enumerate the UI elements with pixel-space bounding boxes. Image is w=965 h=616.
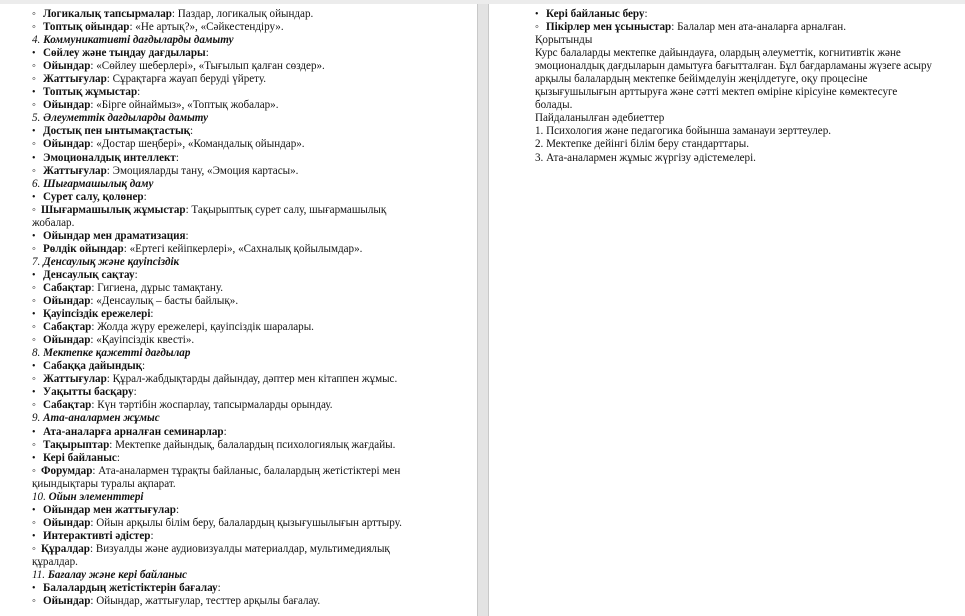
item-label: Достық пен ынтымақтастық: [43, 125, 191, 138]
item-text: : Гигиена, дұрыс тамақтану.: [91, 281, 224, 294]
item-text: :: [143, 190, 147, 203]
item-label: Пікірлер мен ұсыныстар: [546, 21, 672, 34]
section-title: Коммуникативті дағдыларды дамыту: [43, 34, 234, 47]
item-text: : Визуалды және аудиовизуалды материалдар, мультимедиялық құралдар.: [32, 542, 390, 568]
circle-bullet-icon: [535, 21, 546, 34]
item-text: : «Достар шеңбері», «Командалық ойындар».: [90, 138, 305, 151]
circle-bullet-icon: [32, 465, 41, 478]
section-heading: [32, 178, 424, 191]
item-text: : «Сөйлеу шеберлері», «Тығылып қалған сөздер».: [90, 60, 325, 73]
item-label: Ойындар: [43, 595, 91, 608]
list-item: [32, 426, 424, 439]
item-label: Ойындар: [43, 60, 91, 73]
item-text: : Жолда жүру ережелері, қауіпсіздік шаралары.: [91, 321, 314, 334]
section-number: 9.: [32, 412, 41, 425]
item-label: Ойындар: [43, 138, 91, 151]
item-text: : «Денсаулық – басты байлық».: [90, 295, 239, 308]
sub-list-item: [32, 60, 424, 73]
item-label: Құралдар: [41, 542, 90, 555]
item-label: Сөйлеу және тыңдау дағдылары: [43, 47, 206, 60]
section-title: Ата-аналармен жұмыс: [43, 412, 160, 425]
section-heading: [32, 112, 424, 125]
sub-list-item: [32, 465, 424, 491]
section-title: Бағалау және кері байланыс: [47, 569, 188, 582]
item-text: :: [150, 529, 154, 542]
sub-list-item: [32, 282, 424, 295]
bullet-icon: [32, 230, 43, 243]
circle-bullet-icon: [32, 243, 43, 256]
item-text: :: [175, 503, 180, 516]
item-text: :: [134, 268, 138, 281]
item-text: : Ойындар, жаттығулар, тесттер арқылы бағалау.: [90, 595, 321, 608]
bullet-icon: [32, 530, 43, 543]
sub-list-item: [32, 399, 424, 412]
sub-list-item: [32, 439, 424, 452]
item-label: Ойындар мен жаттығулар: [43, 503, 176, 516]
item-text: :: [142, 360, 146, 373]
list-item: [32, 308, 424, 321]
circle-bullet-icon: [32, 321, 43, 334]
list-item: [32, 530, 424, 543]
list-item: [32, 230, 424, 243]
item-text: :: [133, 386, 137, 399]
bullet-icon: [32, 504, 43, 517]
bullet-icon: [32, 47, 43, 60]
bullet-icon: [32, 152, 43, 165]
item-text: :: [175, 151, 179, 164]
circle-bullet-icon: [32, 543, 41, 556]
page-content: [32, 8, 424, 608]
item-text: :: [185, 229, 189, 242]
sub-list-item: [32, 295, 424, 308]
bullet-icon: [32, 269, 43, 282]
section-heading: [32, 491, 424, 504]
section-title: Ойын элементтері: [48, 490, 144, 503]
section-number: 5.: [32, 112, 41, 125]
item-label: Топтық жұмыстар: [43, 86, 138, 99]
circle-bullet-icon: [32, 373, 43, 386]
document-page-left[interactable]: [0, 4, 478, 616]
circle-bullet-icon: [32, 138, 43, 151]
sub-list-item: [535, 21, 935, 34]
circle-bullet-icon: [32, 99, 43, 112]
item-label: Ойындар: [43, 99, 91, 112]
sub-list-item: [32, 595, 424, 608]
text-line: Пайдаланылған әдебиеттер: [535, 112, 665, 125]
section-heading: [32, 347, 424, 360]
sub-list-item: [32, 165, 424, 178]
sub-list-item: [32, 138, 424, 151]
circle-bullet-icon: [32, 595, 43, 608]
item-label: Тақырыптар: [43, 438, 110, 451]
item-text: :: [644, 8, 648, 20]
sub-list-item: [32, 321, 424, 334]
item-label: Кері байланыс беру: [546, 8, 645, 20]
item-text: :: [223, 425, 227, 438]
bullet-icon: [32, 426, 43, 439]
section-number: 8.: [32, 347, 41, 360]
item-label: Қауіпсіздік ережелері: [43, 308, 151, 321]
item-text: : Паздар, логикалық ойындар.: [171, 8, 314, 20]
circle-bullet-icon: [32, 517, 43, 530]
item-label: Денсаулық сақтау: [43, 268, 135, 281]
section-number: 11.: [32, 569, 46, 582]
list-item: [535, 8, 935, 21]
item-text: : Күн тәртібін жоспарлау, тапсырмаларды орындау.: [91, 399, 333, 412]
item-text: : Эмоцияларды тану, «Эмоция картасы».: [106, 164, 299, 177]
item-label: Ойындар: [43, 516, 91, 529]
list-item: [32, 582, 424, 595]
list-item: [32, 125, 424, 138]
item-label: Ойындар: [43, 295, 91, 308]
item-label: Шығармашылық жұмыстар: [41, 203, 186, 216]
bullet-icon: [32, 86, 43, 99]
item-label: Логикалық тапсырмалар: [43, 8, 172, 20]
bullet-icon: [32, 582, 43, 595]
section-number: 7.: [32, 255, 41, 268]
item-label: Рөлдік ойындар: [43, 242, 124, 255]
item-text: : «Не артық?», «Сәйкестендіру».: [129, 21, 284, 34]
item-label: Сабаққа дайындық: [43, 360, 143, 373]
section-title: Денсаулық және қауіпсіздік: [43, 255, 180, 268]
item-text: : Балалар мен ата-аналарға арналған.: [671, 21, 846, 34]
item-label: Форумдар: [41, 464, 93, 477]
bullet-icon: [32, 386, 43, 399]
sub-list-item: [32, 517, 424, 530]
section-heading: [32, 256, 424, 269]
section-heading: [32, 34, 424, 47]
item-label: Сабақтар: [43, 281, 92, 294]
list-item: [32, 191, 424, 204]
section-title: Шығармашылық даму: [43, 177, 154, 190]
circle-bullet-icon: [32, 73, 43, 86]
list-item: [32, 86, 424, 99]
item-label: Интерактивті әдістер: [43, 529, 151, 542]
item-label: Ата-аналарға арналған семинарлар: [43, 425, 224, 438]
text-line: Қорытынды: [535, 34, 593, 47]
section-number: 10.: [32, 490, 46, 503]
list-item: [32, 47, 424, 60]
circle-bullet-icon: [32, 8, 43, 21]
sub-list-item: [32, 373, 424, 386]
sub-list-item: [32, 99, 424, 112]
bullet-icon: [32, 125, 43, 138]
item-text: : Ата-аналармен тұрақты байланыс, балалардың жетістіктері мен қиындықтары туралы ақпарат.: [32, 464, 401, 490]
list-item: [32, 152, 424, 165]
list-item: [32, 504, 424, 517]
circle-bullet-icon: [32, 60, 43, 73]
bullet-icon: [535, 8, 546, 21]
circle-bullet-icon: [32, 399, 43, 412]
item-text: :: [116, 451, 120, 464]
item-text: : «Қауіпсіздік квесті».: [90, 334, 195, 347]
list-item: [32, 360, 424, 373]
circle-bullet-icon: [32, 165, 43, 178]
item-text: : Тақырыптық сурет салу, шығармашылық жобалар.: [32, 203, 387, 229]
sub-list-item: [32, 243, 424, 256]
item-label: Кері байланыс: [43, 451, 117, 464]
list-item: [32, 269, 424, 282]
text-line: 2. Мектепке дейінгі білім беру стандарттары.: [535, 138, 749, 151]
item-label: Жаттығулар: [43, 164, 107, 177]
section-number: 6.: [32, 177, 41, 190]
circle-bullet-icon: [32, 204, 41, 217]
section-title: Әлеуметтік дағдыларды дамыту: [43, 112, 209, 125]
item-text: : Сұрақтарға жауап беруді үйрету.: [106, 73, 267, 86]
circle-bullet-icon: [32, 282, 43, 295]
item-label: Сурет салу, қолөнер: [43, 190, 144, 203]
bullet-icon: [32, 308, 43, 321]
text-line: 1. Психология және педагогика бойынша заманауи зерттеулер.: [535, 125, 832, 138]
item-label: Уақытты басқару: [43, 386, 134, 399]
item-text: : Мектепке дайындық, балалардың психологиялық жағдайы.: [109, 438, 396, 451]
item-text: : «Ертегі кейіпкерлері», «Сахналық қойылымдар».: [123, 242, 363, 255]
item-label: Эмоционалдық интеллект: [43, 151, 176, 164]
item-text: : Ойын арқылы білім беру, балалардың қызығушылығын арттыру.: [90, 516, 402, 529]
item-label: Ойындар мен драматизация: [43, 229, 186, 242]
paragraph: Курс балаларды мектепке дайындауға, олардың әлеуметтік, когнитивтік және эмоционалдық дағдыларын дамытуға бағытталған. Бұл бағдарламаны жүзеге асыру арқылы балалардың мектепке бейімделуін жеңілдетуге, оқу процесіне қызығушылығын арттыруға және сәтті мектеп өміріне кірісуіне көмектесуге болады.: [535, 47, 932, 112]
item-text: :: [137, 86, 141, 99]
item-label: Ойындар: [43, 334, 91, 347]
item-label: Балалардың жетістіктерін бағалау: [43, 582, 218, 595]
page-content: [535, 8, 935, 165]
item-text: :: [217, 582, 221, 595]
sub-list-item: [32, 334, 424, 347]
section-title: Мектепке қажетті дағдылар: [43, 347, 191, 360]
circle-bullet-icon: [32, 334, 43, 347]
item-text: :: [150, 308, 154, 321]
section-heading: [32, 569, 424, 582]
item-label: Сабақтар: [43, 399, 92, 412]
item-label: Жаттығулар: [43, 73, 107, 86]
bullet-icon: [32, 191, 43, 204]
section-heading: [32, 412, 424, 425]
item-text: :: [190, 125, 194, 138]
sub-list-item: [32, 73, 424, 86]
text-line: 3. Ата-аналармен жұмыс жүргізу әдістемелері.: [535, 151, 756, 164]
item-label: Сабақтар: [43, 321, 92, 334]
sub-list-item: [32, 543, 424, 569]
bullet-icon: [32, 360, 43, 373]
sub-list-item: [32, 204, 424, 230]
bullet-icon: [32, 452, 43, 465]
document-page-right[interactable]: [488, 4, 965, 616]
sub-list-item: [32, 8, 424, 21]
list-item: [32, 386, 424, 399]
item-text: : Құрал-жабдықтарды дайындау, дәптер мен кітаппен жұмыс.: [106, 373, 398, 386]
circle-bullet-icon: [32, 295, 43, 308]
list-item: [32, 452, 424, 465]
section-number: 4.: [32, 34, 41, 47]
item-text: : «Бірге ойнаймыз», «Топтық жобалар».: [90, 99, 279, 112]
item-label: Жаттығулар: [43, 373, 107, 386]
sub-list-item: [32, 21, 424, 34]
circle-bullet-icon: [32, 439, 43, 452]
circle-bullet-icon: [32, 21, 43, 34]
item-text: :: [205, 47, 209, 60]
item-label: Топтық ойындар: [43, 21, 130, 34]
